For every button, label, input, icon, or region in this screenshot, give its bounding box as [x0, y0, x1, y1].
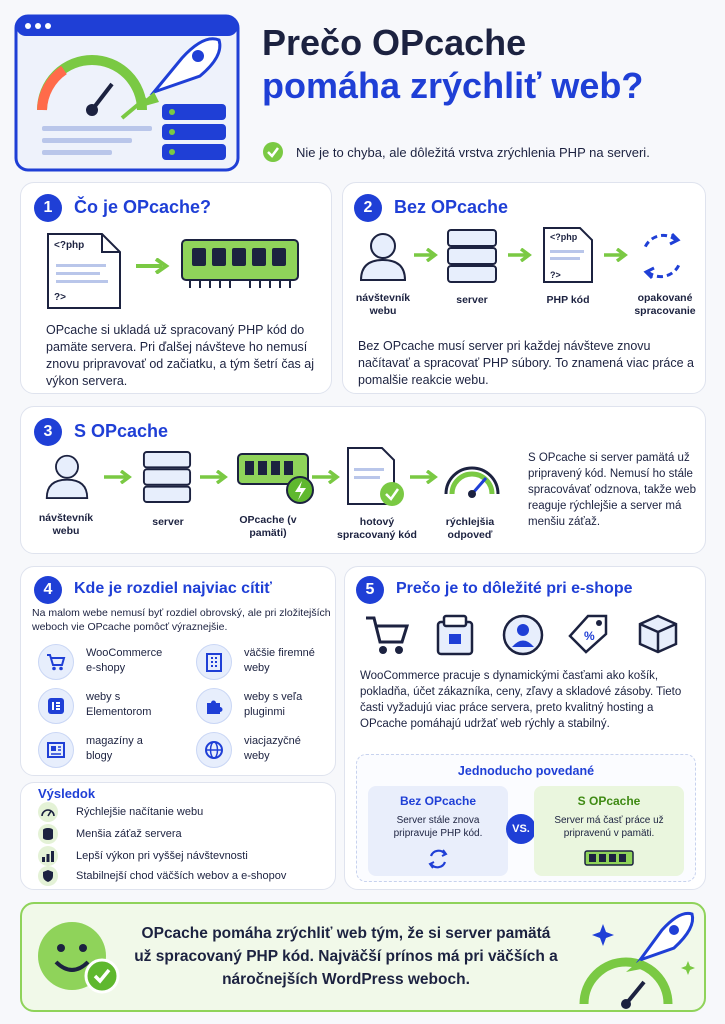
- title-line-2: pomáha zrýchliť web?: [262, 65, 644, 106]
- result-row: [38, 824, 328, 844]
- arrow-right-icon: [410, 470, 440, 484]
- checkout-icon: [434, 614, 476, 656]
- opcache-memory-icon: [236, 450, 316, 506]
- database-icon: [38, 824, 58, 844]
- section-1-number: 1: [34, 194, 62, 222]
- item-woocommerce: WooCommerce e-shopy: [86, 647, 163, 674]
- newspaper-icon: [38, 732, 74, 768]
- vs-badge: [506, 814, 536, 844]
- label-repeated-processing: opakované spracovanie: [634, 292, 696, 317]
- result-row: [38, 802, 328, 822]
- arrow-right-icon: [104, 470, 134, 484]
- subtitle: [262, 140, 712, 164]
- php-close-tag: ?>: [54, 292, 66, 303]
- refresh-icon: [426, 848, 450, 870]
- check-circle-icon: [262, 141, 284, 163]
- elementor-icon: [38, 688, 74, 724]
- subtitle-text: Nie je to chyba, ale dôležitá vrstva zrýchlenia PHP na serveri.: [296, 144, 650, 160]
- label-server: server: [456, 294, 488, 306]
- speedometer-icon: [442, 454, 502, 502]
- item-corporate: väčšie firemné weby: [244, 647, 315, 674]
- arrow-right-icon: [200, 470, 230, 484]
- browser-rocket-icon: [14, 14, 242, 174]
- rocket-speedometer-icon: [570, 902, 700, 1012]
- page-title: [262, 22, 712, 108]
- section-4-intro: Na malom webe nemusí byť rozdiel obrovský, ale pri zložitejších weboch vie OPcache pomôcť výraznejšie.: [32, 607, 331, 633]
- compare-right-text: Server má časť práce už pripravenú v pamäti.: [554, 815, 664, 839]
- user-icon: [358, 230, 408, 282]
- section-2-title: Bez OPcache: [394, 197, 509, 217]
- hero-illustration: [14, 14, 242, 174]
- label-visitor: návštevník webu: [38, 512, 94, 537]
- result-text: Rýchlejšie načítanie webu: [76, 806, 204, 818]
- section-2-number: 2: [354, 194, 382, 222]
- label-opcache-memory: OPcache (v pamäti): [239, 514, 297, 539]
- ram-module-icon: [584, 850, 634, 870]
- server-icon: [446, 228, 498, 284]
- arrow-right-icon: [604, 248, 630, 262]
- cart-icon: [364, 614, 410, 656]
- result-title: Výsledok: [38, 786, 96, 801]
- result-row: [38, 866, 328, 886]
- discount-tag-icon: [566, 612, 610, 656]
- label-server: server: [152, 516, 184, 528]
- arrow-right-icon: [508, 248, 534, 262]
- label-processed-code: hotový spracovaný kód: [337, 516, 417, 541]
- section-1-text: OPcache si ukladá už spracovaný PHP kód do pamäte servera. Pri ďalšej návšteve ho nemusí znovu pripravovať od začiatku, a tým šetrí čas aj výkon servera.: [46, 323, 314, 388]
- vs-label: VS.: [512, 823, 530, 835]
- section-2-text: Bez OPcache musí server pri každej návšteve znovu načítavať a spracovať PHP súbory. To znamená viac práce a pomalšie reakcie webu.: [358, 339, 694, 387]
- item-magazines: magazíny a blogy: [86, 735, 143, 762]
- section-3-number: 3: [34, 418, 62, 446]
- processed-file-icon: [346, 446, 406, 508]
- item-plugins: weby s veľa pluginmi: [244, 691, 303, 718]
- label-visitor: návštevník webu: [355, 292, 411, 317]
- arrow-right-icon: [414, 248, 440, 262]
- result-row: [38, 846, 328, 866]
- shield-icon: [38, 866, 58, 886]
- svg-text:%: %: [584, 629, 595, 643]
- section-4-title: Kde je rozdiel najviac cítiť: [74, 580, 272, 597]
- php-open-tag: <?php: [54, 240, 85, 251]
- compare-right-title: S OPcache: [577, 794, 641, 808]
- globe-icon: [196, 732, 232, 768]
- label-faster-response: rýchlejšia odpoveď: [445, 516, 495, 541]
- section-3-text: S OPcache si server pamätá už pripravený kód. Nemusí ho stále spracovávať odznova, takže web reaguje rýchlejšie a server má menšiu záťaž.: [528, 452, 696, 528]
- result-text: Lepší výkon pri vyššej návštevnosti: [76, 850, 248, 862]
- result-text: Stabilnejší chod väčších webov a e-shopov: [76, 870, 287, 882]
- php-close-tag: ?>: [550, 270, 561, 280]
- item-multilingual: viacjazyčné weby: [244, 735, 301, 762]
- account-icon: [502, 614, 544, 656]
- compare-left-text: Server stále znova pripravuje PHP kód.: [393, 815, 483, 839]
- section-4-number: 4: [34, 576, 62, 604]
- section-1-title: Čo je OPcache?: [74, 197, 212, 217]
- refresh-cycle-icon: [636, 230, 688, 282]
- user-icon: [44, 452, 90, 500]
- cart-icon: [38, 644, 74, 680]
- compare-left-title: Bez OPcache: [399, 794, 477, 808]
- compare-title: Jednoducho povedané: [457, 764, 595, 778]
- section-3-title: S OPcache: [74, 421, 169, 441]
- section-5-title: Prečo je to dôležité pri e-shope: [396, 580, 633, 597]
- package-box-icon: [636, 612, 680, 656]
- footer-text: OPcache pomáha zrýchliť web tým, že si server pamätá už spracovaný PHP kód. Najväčší prínos má pri väčších a náročnejších WordPress weboch.: [134, 925, 558, 988]
- ram-module-icon: [180, 238, 300, 292]
- plugin-puzzle-icon: [196, 688, 232, 724]
- item-elementor: weby s Elementorom: [86, 691, 152, 718]
- section-5-text: WooCommerce pracuje s dynamickými časťami ako košík, pokladňa, účet zákazníka, ceny, zľavy a skladové zásoby. Tieto časti vyžadujú viac práce servera, preto kvalitný hosting a OPcache pomáhajú udržať web rýchly a stabilný.: [360, 670, 682, 730]
- result-text: Menšia záťaž servera: [76, 828, 182, 840]
- arrow-right-icon: [312, 470, 342, 484]
- smiley-check-icon: [36, 918, 122, 998]
- label-php-code: PHP kód: [546, 294, 590, 306]
- building-icon: [196, 644, 232, 680]
- section-5-number: 5: [356, 576, 384, 604]
- arrow-right-icon: [136, 258, 170, 274]
- server-icon: [142, 450, 192, 504]
- bar-chart-icon: [38, 846, 58, 866]
- title-line-1: Prečo OPcache: [262, 22, 527, 63]
- php-open-tag: <?php: [550, 232, 578, 242]
- gauge-icon: [38, 802, 58, 822]
